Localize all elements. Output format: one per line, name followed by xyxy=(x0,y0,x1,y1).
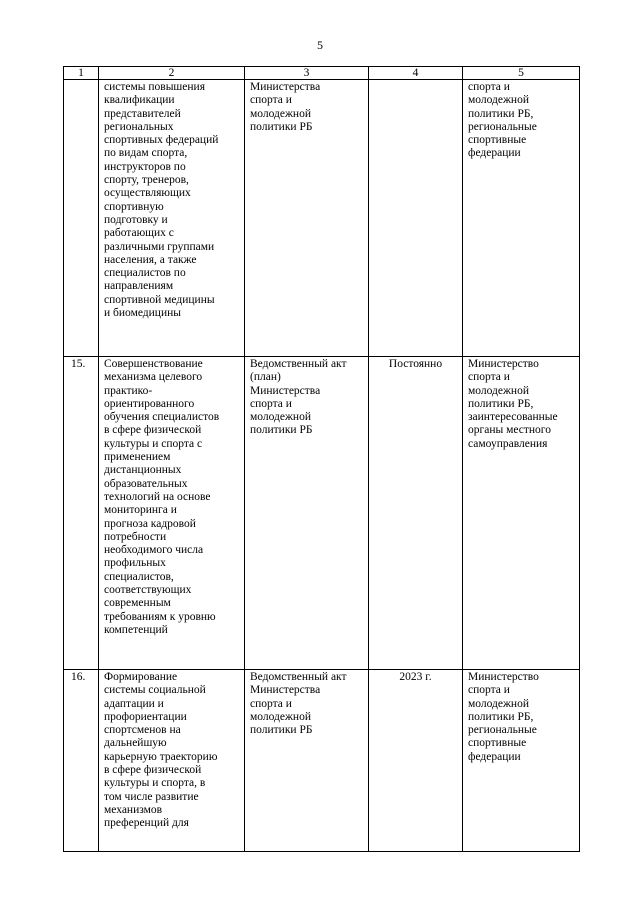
executors-text: Министерство спорта и молодежной политики РБ, заинтересованные органы местного самоуправления xyxy=(468,358,558,450)
row-number: 16. xyxy=(64,670,99,852)
measures-table xyxy=(63,66,580,852)
executors-cell xyxy=(463,80,580,357)
executors-cell xyxy=(463,357,580,670)
row-number: 15. xyxy=(64,357,99,670)
row-number xyxy=(64,80,99,357)
executors-text: спорта и молодежной политики РБ, региональные спортивные федерации xyxy=(468,81,537,160)
document-text: Министерства спорта и молодежной политики РБ xyxy=(250,81,321,133)
table-row xyxy=(64,670,580,852)
executors-text: Министерство спорта и молодежной политики РБ, региональные спортивные федерации xyxy=(468,671,539,763)
document-text: Ведомственный акт Министерства спорта и молодежной политики РБ xyxy=(250,671,347,737)
document-cell xyxy=(245,357,369,670)
activity-text: Формирование системы социальной адаптации и профориентации спортсменов на дальнейшую карьерную траекторию в сфере физической культуры и спорта, в том числе развитие механизмов преференций для xyxy=(104,671,218,830)
term-text: Постоянно xyxy=(388,358,443,370)
activity-text: Совершенствование механизма целевого практико- ориентированного обучения специалистов в сфере физической культуры и спорта с применением дистанционных образовательных технологий на основе мониторинга и прогноза кадровой потребности необходимого числа профильных специалистов, соответствующих современным требованиям к уровню компетенций xyxy=(104,358,220,636)
document-cell xyxy=(245,80,369,357)
activity-cell xyxy=(99,80,245,357)
executors-cell xyxy=(463,670,580,852)
table-row xyxy=(64,80,580,357)
activity-text: системы повышения квалификации представителей региональных спортивных федераций по видам спорта, инструкторов по спорту, тренеров, осуществляющих спортивную подготовку и работающих с различными группами населения, а также специалистов по направлениям спортивной медицины и биомедицины xyxy=(104,81,219,320)
table-row xyxy=(64,357,580,670)
activity-cell xyxy=(99,670,245,852)
header-col-2: 2 xyxy=(99,67,245,80)
header-col-5: 5 xyxy=(463,67,580,80)
activity-cell xyxy=(99,357,245,670)
header-col-4: 4 xyxy=(369,67,463,80)
header-col-3: 3 xyxy=(245,67,369,80)
page-number: 5 xyxy=(317,38,323,52)
term-cell xyxy=(369,80,463,357)
document-text: Ведомственный акт (план) Министерства спорта и молодежной политики РБ xyxy=(250,358,347,437)
term-cell xyxy=(369,357,463,670)
document-cell xyxy=(245,670,369,852)
header-col-1: 1 xyxy=(64,67,99,80)
term-text: 2023 г. xyxy=(399,671,432,683)
term-cell xyxy=(369,670,463,852)
table-header-row xyxy=(64,67,580,80)
